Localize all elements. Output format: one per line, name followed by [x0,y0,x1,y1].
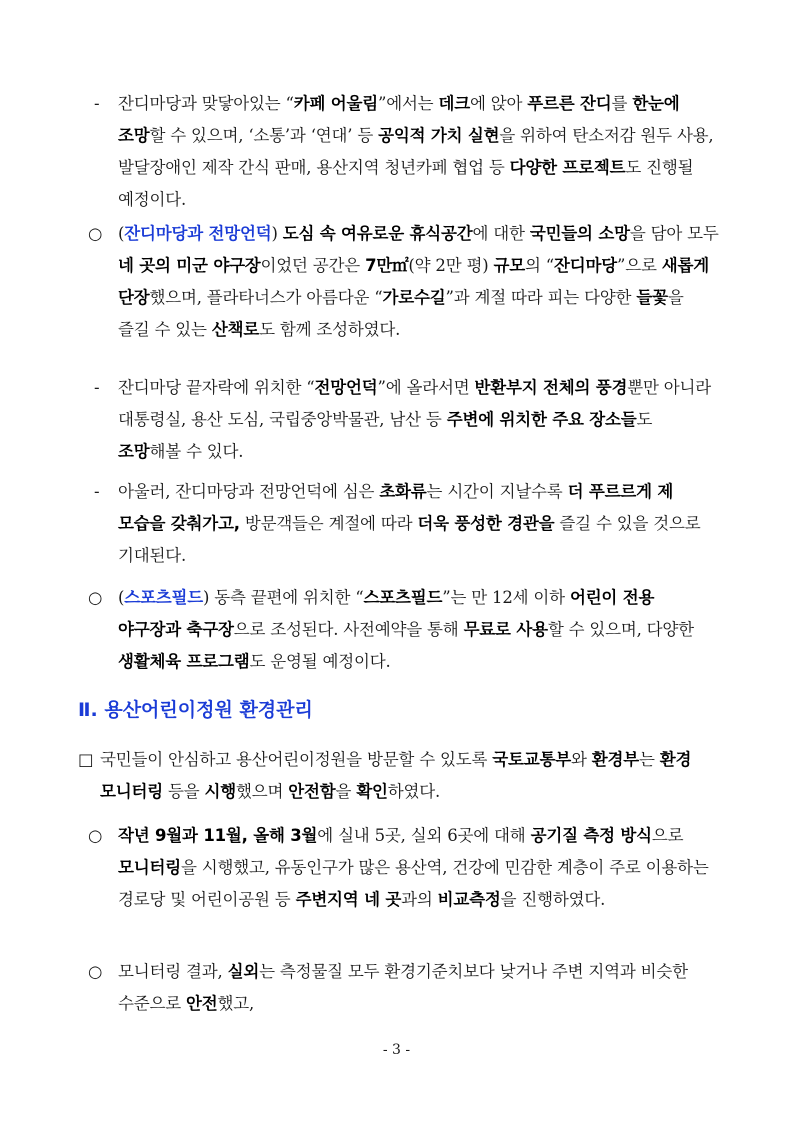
emphasis-text: 시행 [204,782,237,801]
body-text: ”는 만 12세 이하 [442,588,570,607]
body-text: 과의 [401,890,438,909]
body-text: 을 시행했고, 유동인구가 많은 용산역, 건강에 민감한 계층이 주로 이용하는 경로당 및 어린이공원 등 [118,858,709,909]
paragraph-air-quality [118,820,720,916]
emphasis-text: 스포츠필드 [124,588,203,607]
emphasis-text: 실외 [227,962,260,981]
circle-bullet: ○ [88,962,103,981]
body-text: 에 대한 [472,224,530,243]
emphasis-text: 들꽃 [636,288,668,307]
body-text: 국민들이 안심하고 용산어린이정원을 방문할 수 있도록 [100,750,493,769]
emphasis-text: 비교측정 [437,890,501,909]
body-text: 뿐만 아니라 대통령실, 용산 도심, 국립중앙박물관, 남산 등 [118,378,711,429]
body-text: ) [271,224,283,243]
emphasis-text: 어린이 전용 야구장과 축구장 [118,588,655,639]
body-text: ( [118,588,125,607]
body-text: 을 즐길 수 있는 [118,288,684,339]
body-text: (약 2만 평) [408,256,494,275]
emphasis-text: 푸르른 잔디 [527,94,612,113]
emphasis-text: 7만㎡ [365,256,409,275]
emphasis-text: 안전함 [288,782,336,801]
emphasis-text: 산책로 [211,320,260,339]
emphasis-text: 조망 [118,442,150,461]
emphasis-text: 잔디마당과 전망언덕 [124,224,272,243]
body-text: 모니터링 결과, [118,962,228,981]
emphasis-text: 공기질 측정 방식 [530,826,652,845]
emphasis-text: 주변지역 네 곳 [295,890,402,909]
body-text: 잔디마당과 맞닿아있는 “ [118,94,294,113]
body-text: 할 수 있으며, ‘소통’과 ‘연대’ 등 [149,126,379,145]
paragraph-flowers [118,476,720,572]
emphasis-text: 생활체육 프로그램 [118,652,250,671]
body-text: 을 담아 모두 [629,224,719,243]
box-bullet: □ [78,750,94,769]
circle-bullet: ○ [88,224,103,243]
emphasis-text: 데크 [438,94,470,113]
emphasis-text: 카페 어울림 [293,94,378,113]
emphasis-text: 모니터링 [118,858,181,877]
emphasis-text: 스포츠필드 [363,588,443,607]
body-text: 으로 조성된다. 사전예약을 통해 [233,620,464,639]
body-text: 했으며 [236,782,289,801]
body-text: 에 실내 5곳, 실외 6곳에 대해 [317,826,531,845]
circle-bullet: ○ [88,588,103,607]
dash-marker: - [94,94,100,113]
dash-marker: - [94,378,100,397]
body-text: 도 함께 조성하였다. [259,320,401,339]
body-text: 을 [335,782,357,801]
emphasis-text: 네 곳의 미군 야구장 [118,256,261,275]
body-text: 를 [611,94,633,113]
paragraph-sports-field [118,582,720,678]
body-text: 도 [636,410,653,429]
body-text: 즐길 수 있을 것으로 기대된다. [118,514,701,565]
emphasis-text: 한눈에 조망 [118,94,680,145]
paragraph-monitoring-intro [100,744,720,808]
body-text: 아울러, 잔디마당과 전망언덕에 심은 [118,482,380,501]
body-text: 했고, [217,994,255,1013]
paragraph-cafe [118,88,720,216]
emphasis-text: 확인 [356,782,388,801]
body-text: ( [118,224,125,243]
emphasis-text: 가로수길 [382,288,446,307]
emphasis-text: 더 푸르르게 제 모습을 갖춰가고, [118,482,674,533]
body-text: 와 [570,750,592,769]
circle-bullet: ○ [88,826,103,845]
body-text: ”에서는 [377,94,439,113]
page-number: - 3 - [382,1042,411,1058]
emphasis-text: 무료로 사용 [463,620,548,639]
body-text: 도 운영될 예정이다. [249,652,391,671]
body-text: 잔디마당 끝자락에 위치한 “ [118,378,315,397]
paragraph-results [118,956,720,1020]
emphasis-text: 환경 모니터링 [100,750,692,801]
body-text: 의 “ [525,256,555,275]
emphasis-text: 공익적 가치 실현 [378,126,500,145]
body-text: ”과 계절 따라 피는 다양한 [445,288,637,307]
body-text: 는 측정물질 모두 환경기준치보다 낮거나 주변 지역과 비슷한 수준으로 [118,962,688,1013]
body-text: 을 진행하였다. [500,890,606,909]
dash-marker: - [94,482,100,501]
emphasis-text: 안전 [186,994,218,1013]
body-text: ) 동측 끝편에 위치한 “ [202,588,364,607]
body-text: 을 위하여 탄소저감 원두 사용, 발달장애인 제작 간식 판매, 용산지역 청년카페 협업 등 [118,126,714,177]
emphasis-text: 새롭게 단장 [118,256,709,307]
body-text: 도 진행될 예정이다. [118,158,694,209]
section-heading: Ⅱ. 용산어린이정원 환경관리 [78,699,313,721]
body-text: 하였다. [387,782,441,801]
emphasis-text: 초화류 [379,482,427,501]
emphasis-text: 반환부지 전체의 풍경 [474,378,628,397]
body-text: 해볼 수 있다. [149,442,244,461]
paragraph-view-hill [118,372,720,468]
emphasis-text: 더욱 풍성한 경관을 [417,514,555,533]
body-text: 는 시간이 지날수록 [426,482,568,501]
emphasis-text: 국토교통부 [492,750,571,769]
body-text: 으로 [651,826,684,845]
emphasis-text: 작년 9월과 11월, 올해 3월 [118,826,318,845]
body-text: 했으며, 플라타너스가 아름다운 “ [149,288,383,307]
body-text: 방문객들은 계절에 따라 [239,514,418,533]
emphasis-text: 잔디마당 [554,256,618,275]
emphasis-text: 전망언덕 [314,378,378,397]
paragraph-lawn-hill [118,218,720,346]
body-text: 는 [639,750,660,769]
body-text: 할 수 있으며, 다양한 [547,620,694,639]
emphasis-text: 국민들의 소망 [529,224,630,243]
body-text: 등을 [162,782,205,801]
body-text: ”으로 [617,256,662,275]
emphasis-text: 다양한 프로젝트 [509,158,626,177]
body-text: ”에 올라서면 [377,378,475,397]
body-text: 에 앉아 [469,94,528,113]
emphasis-text: 환경부 [591,750,639,769]
body-text: 이었던 공간은 [260,256,366,275]
emphasis-text: 도심 속 여유로운 휴식공간 [282,224,473,243]
emphasis-text: 규모 [493,256,526,275]
emphasis-text: 주변에 위치한 주요 장소들 [446,410,637,429]
